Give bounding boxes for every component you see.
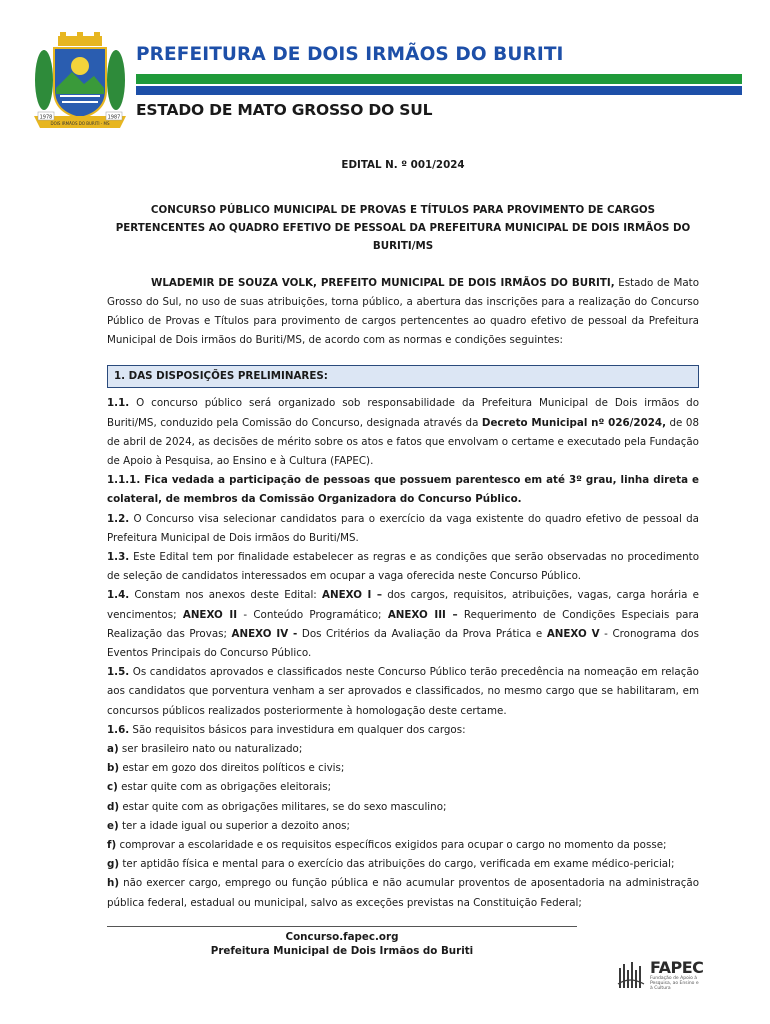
annex-label: ANEXO I – <box>322 589 382 602</box>
edital-number: EDITAL N. º 001/2024 <box>341 159 465 171</box>
paragraph-1-5 <box>107 663 699 721</box>
list-letter: b) <box>107 762 120 775</box>
document-header <box>0 0 770 140</box>
annex-label: ANEXO III – <box>387 608 458 621</box>
paragraph-1-6 <box>107 721 699 740</box>
decree-reference: Decreto Municipal nº 026/2024, <box>481 416 666 429</box>
section-heading: 1. DAS DISPOSIÇÕES PRELIMINARES: <box>107 365 699 388</box>
list-letter: d) <box>107 800 120 813</box>
clause-number: 1.4. <box>107 589 130 602</box>
state-title: ESTADO DE MATO GROSSO DO SUL <box>136 101 433 119</box>
clause-text: de 08 de abril de 2024, as decisões de mérito sobre os atos e fatos que envolvam o certame e executado pela Fundação de Apoio à Pesquisa, ao Ensino e à Cultura (FAPEC). <box>107 416 699 468</box>
clause-text: dos cargos, requisitos, atribuições, vagas, carga horária e vencimentos; <box>107 589 699 621</box>
list-text: estar em gozo dos direitos políticos e civis; <box>119 762 345 775</box>
list-text: estar quite com as obrigações militares, se do sexo masculino; <box>119 800 447 813</box>
fapec-name: FAPEC <box>650 958 704 977</box>
clause-number: 1.6. <box>107 723 130 736</box>
clause-text: O Concurso visa selecionar candidatos para o exercício da vaga existente do quadro efetivo de pessoal da Prefeitura Municipal de Dois irmãos do Buriti/MS. <box>107 512 699 544</box>
list-item <box>107 855 699 874</box>
clause-text-bold: 1.1.1. Fica vedada a participação de pessoas que possuem parentesco em até 3º grau, linha direta e colateral, de membros da Comissão Organizadora do Concurso Público. <box>107 474 699 506</box>
clause-number: 1.2. <box>107 512 130 525</box>
list-item <box>107 874 699 912</box>
concurso-title: CONCURSO PÚBLICO MUNICIPAL DE PROVAS E TÍTULOS PARA PROVIMENTO DE CARGOS PERTENCENTES AO QUADRO EFETIVO DE PESSOAL DA PREFEITURA MUNICIPAL DE DOIS IRMÃOS DO BURITI/MS <box>115 204 691 252</box>
annex-label: ANEXO IV - <box>231 627 298 640</box>
list-item <box>107 778 699 797</box>
clause-text: Dos Critérios da Avaliação da Prova Prática e <box>297 627 547 640</box>
fapec-mark-icon <box>614 958 646 990</box>
clause-text: Constam nos anexos deste Edital: <box>129 589 322 602</box>
list-text: não exercer cargo, emprego ou função pública e não acumular proventos de aposentadoria na administração pública federal, estadual ou municipal, salvo as exceções previstas na Constituição Federal; <box>107 877 699 909</box>
paragraph-1-1 <box>107 394 699 471</box>
intro-text: Estado de Mato Grosso do Sul, no uso de suas atribuições, torna público, a abertura das inscrições para a realização do Concurso Público de Provas e Títulos para provimento de cargos pertencentes ao quadro efetivo de pessoal da Prefeitura Municipal de Dois irmãos do Buriti/MS, de acordo com as normas e condições seguintes: <box>107 276 700 347</box>
clause-text: O concurso público será organizado sob responsabilidade da Prefeitura Municipal de Dois irmãos do Buriti/MS, conduzido pela Comissão do Concurso, designada através da <box>107 397 699 429</box>
list-letter: h) <box>107 877 120 890</box>
list-letter: f) <box>107 839 117 852</box>
footer-divider <box>107 926 577 927</box>
page-footer <box>107 930 577 958</box>
crest-year-left: 1978 <box>39 114 53 121</box>
footer-website: Concurso.fapec.org <box>285 931 399 943</box>
annex-label: ANEXO II <box>182 608 238 621</box>
document-body <box>107 150 699 913</box>
green-divider <box>136 74 742 84</box>
list-letter: e) <box>107 819 119 832</box>
annex-label: ANEXO V <box>546 627 600 640</box>
municipal-crest-icon <box>28 32 132 136</box>
paragraph-1-4 <box>107 586 699 663</box>
prefeitura-title: PREFEITURA DE DOIS IRMÃOS DO BURITI <box>136 44 564 65</box>
list-letter: c) <box>107 781 118 794</box>
clause-text: Requerimento de Condições Especiais para Realização das Provas; <box>107 608 699 640</box>
list-text: comprovar a escolaridade e os requisitos específicos exigidos para ocupar o cargo no momento da posse; <box>116 839 667 852</box>
list-text: ter aptidão física e mental para o exercício das atribuições do cargo, verificada em exame médico-pericial; <box>119 858 675 871</box>
list-item <box>107 817 699 836</box>
list-text: ter a idade igual ou superior a dezoito anos; <box>118 819 351 832</box>
blue-divider <box>136 86 742 95</box>
list-text: estar quite com as obrigações eleitorais; <box>117 781 332 794</box>
intro-bold: WLADEMIR DE SOUZA VOLK, PREFEITO MUNICIPAL DE DOIS IRMÃOS DO BURITI, <box>151 276 615 289</box>
crest-year-right: 1987 <box>107 114 121 121</box>
clause-number: 1.5. <box>107 666 130 679</box>
clause-text: - Cronograma dos Eventos Principais do Concurso Público. <box>107 627 699 660</box>
clause-text: Os candidatos aprovados e classificados neste Concurso Público terão precedência na nomeação em relação aos candidatos que porventura venham a ser aprovados e classificados, no mesmo cargo que se habilitaram, em concursos públicos realizados posteriormente à homologação deste certame. <box>107 666 699 717</box>
list-letter: a) <box>107 743 119 756</box>
fapec-logo <box>614 958 704 990</box>
paragraph-1-2 <box>107 510 699 548</box>
list-letter: g) <box>107 858 120 871</box>
list-item <box>107 740 699 759</box>
footer-prefeitura: Prefeitura Municipal de Dois Irmãos do Buriti <box>210 945 474 957</box>
paragraph-1-3 <box>107 548 699 586</box>
list-item <box>107 836 699 855</box>
clause-text: São requisitos básicos para investidura em qualquer dos cargos: <box>129 723 466 736</box>
fapec-subtitle: Fundação de Apoio à Pesquisa, ao Ensino e à Cultura <box>650 976 699 991</box>
intro-paragraph <box>107 274 699 351</box>
list-item <box>107 759 699 778</box>
clause-number: 1.3. <box>107 551 130 564</box>
clause-number: 1.1. <box>107 397 130 410</box>
clause-text: Este Edital tem por finalidade estabelecer as regras e as condições que serão observadas no procedimento de seleção de candidatos interessados em ocupar a vaga oferecida neste Concurso Público. <box>107 551 699 583</box>
clause-text: - Conteúdo Programático; <box>237 608 388 621</box>
list-item <box>107 798 699 817</box>
crest-ribbon-text: DOIS IRMÃOS DO BURITI - MS <box>50 121 110 126</box>
list-text: ser brasileiro nato ou naturalizado; <box>118 743 303 756</box>
paragraph-1-1-1 <box>107 471 699 509</box>
